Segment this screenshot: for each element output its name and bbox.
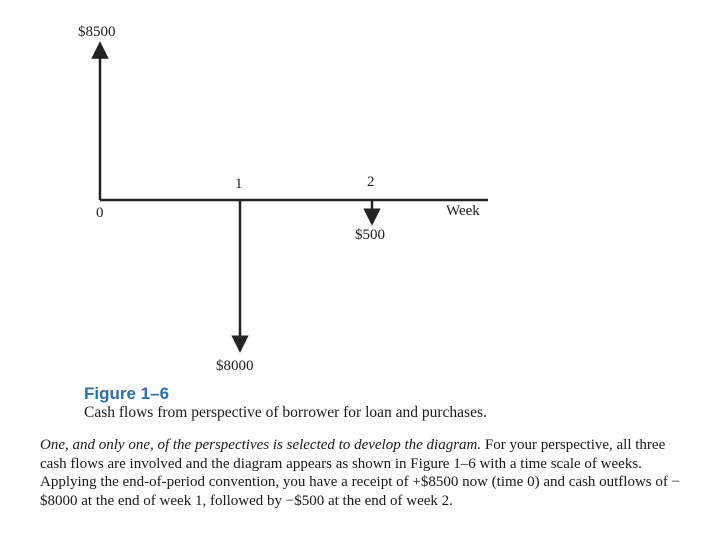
paragraph-body: For your perspective, all three cash flows are involved and the diagram appears as shown in Figure 1–6 with a time scale of weeks. Applying the end-of-period convention, you have a receipt of +$8500 now (time 0) and cash outflows of −$8000 at the end of week 1, followed by −$500 at the end of week 2.: [40, 437, 681, 509]
receipt-amount-label: $8500: [78, 24, 116, 40]
figure-title: Figure 1–6: [84, 384, 170, 403]
period-0-label: 0: [96, 205, 104, 221]
figure-caption: Cash flows from perspective of borrower for loan and purchases.: [84, 404, 487, 421]
period-2-label: 2: [367, 174, 375, 190]
paragraph-lead-italic: One, and only one, of the perspectives is selected to develop the diagram.: [40, 437, 482, 453]
outflow-week-1-amount-label: $8000: [216, 358, 254, 374]
body-paragraph: [40, 436, 690, 510]
outflow-week-2-amount-label: $500: [355, 227, 385, 243]
period-1-label: 1: [235, 176, 243, 192]
axis-week-label: Week: [446, 203, 480, 219]
